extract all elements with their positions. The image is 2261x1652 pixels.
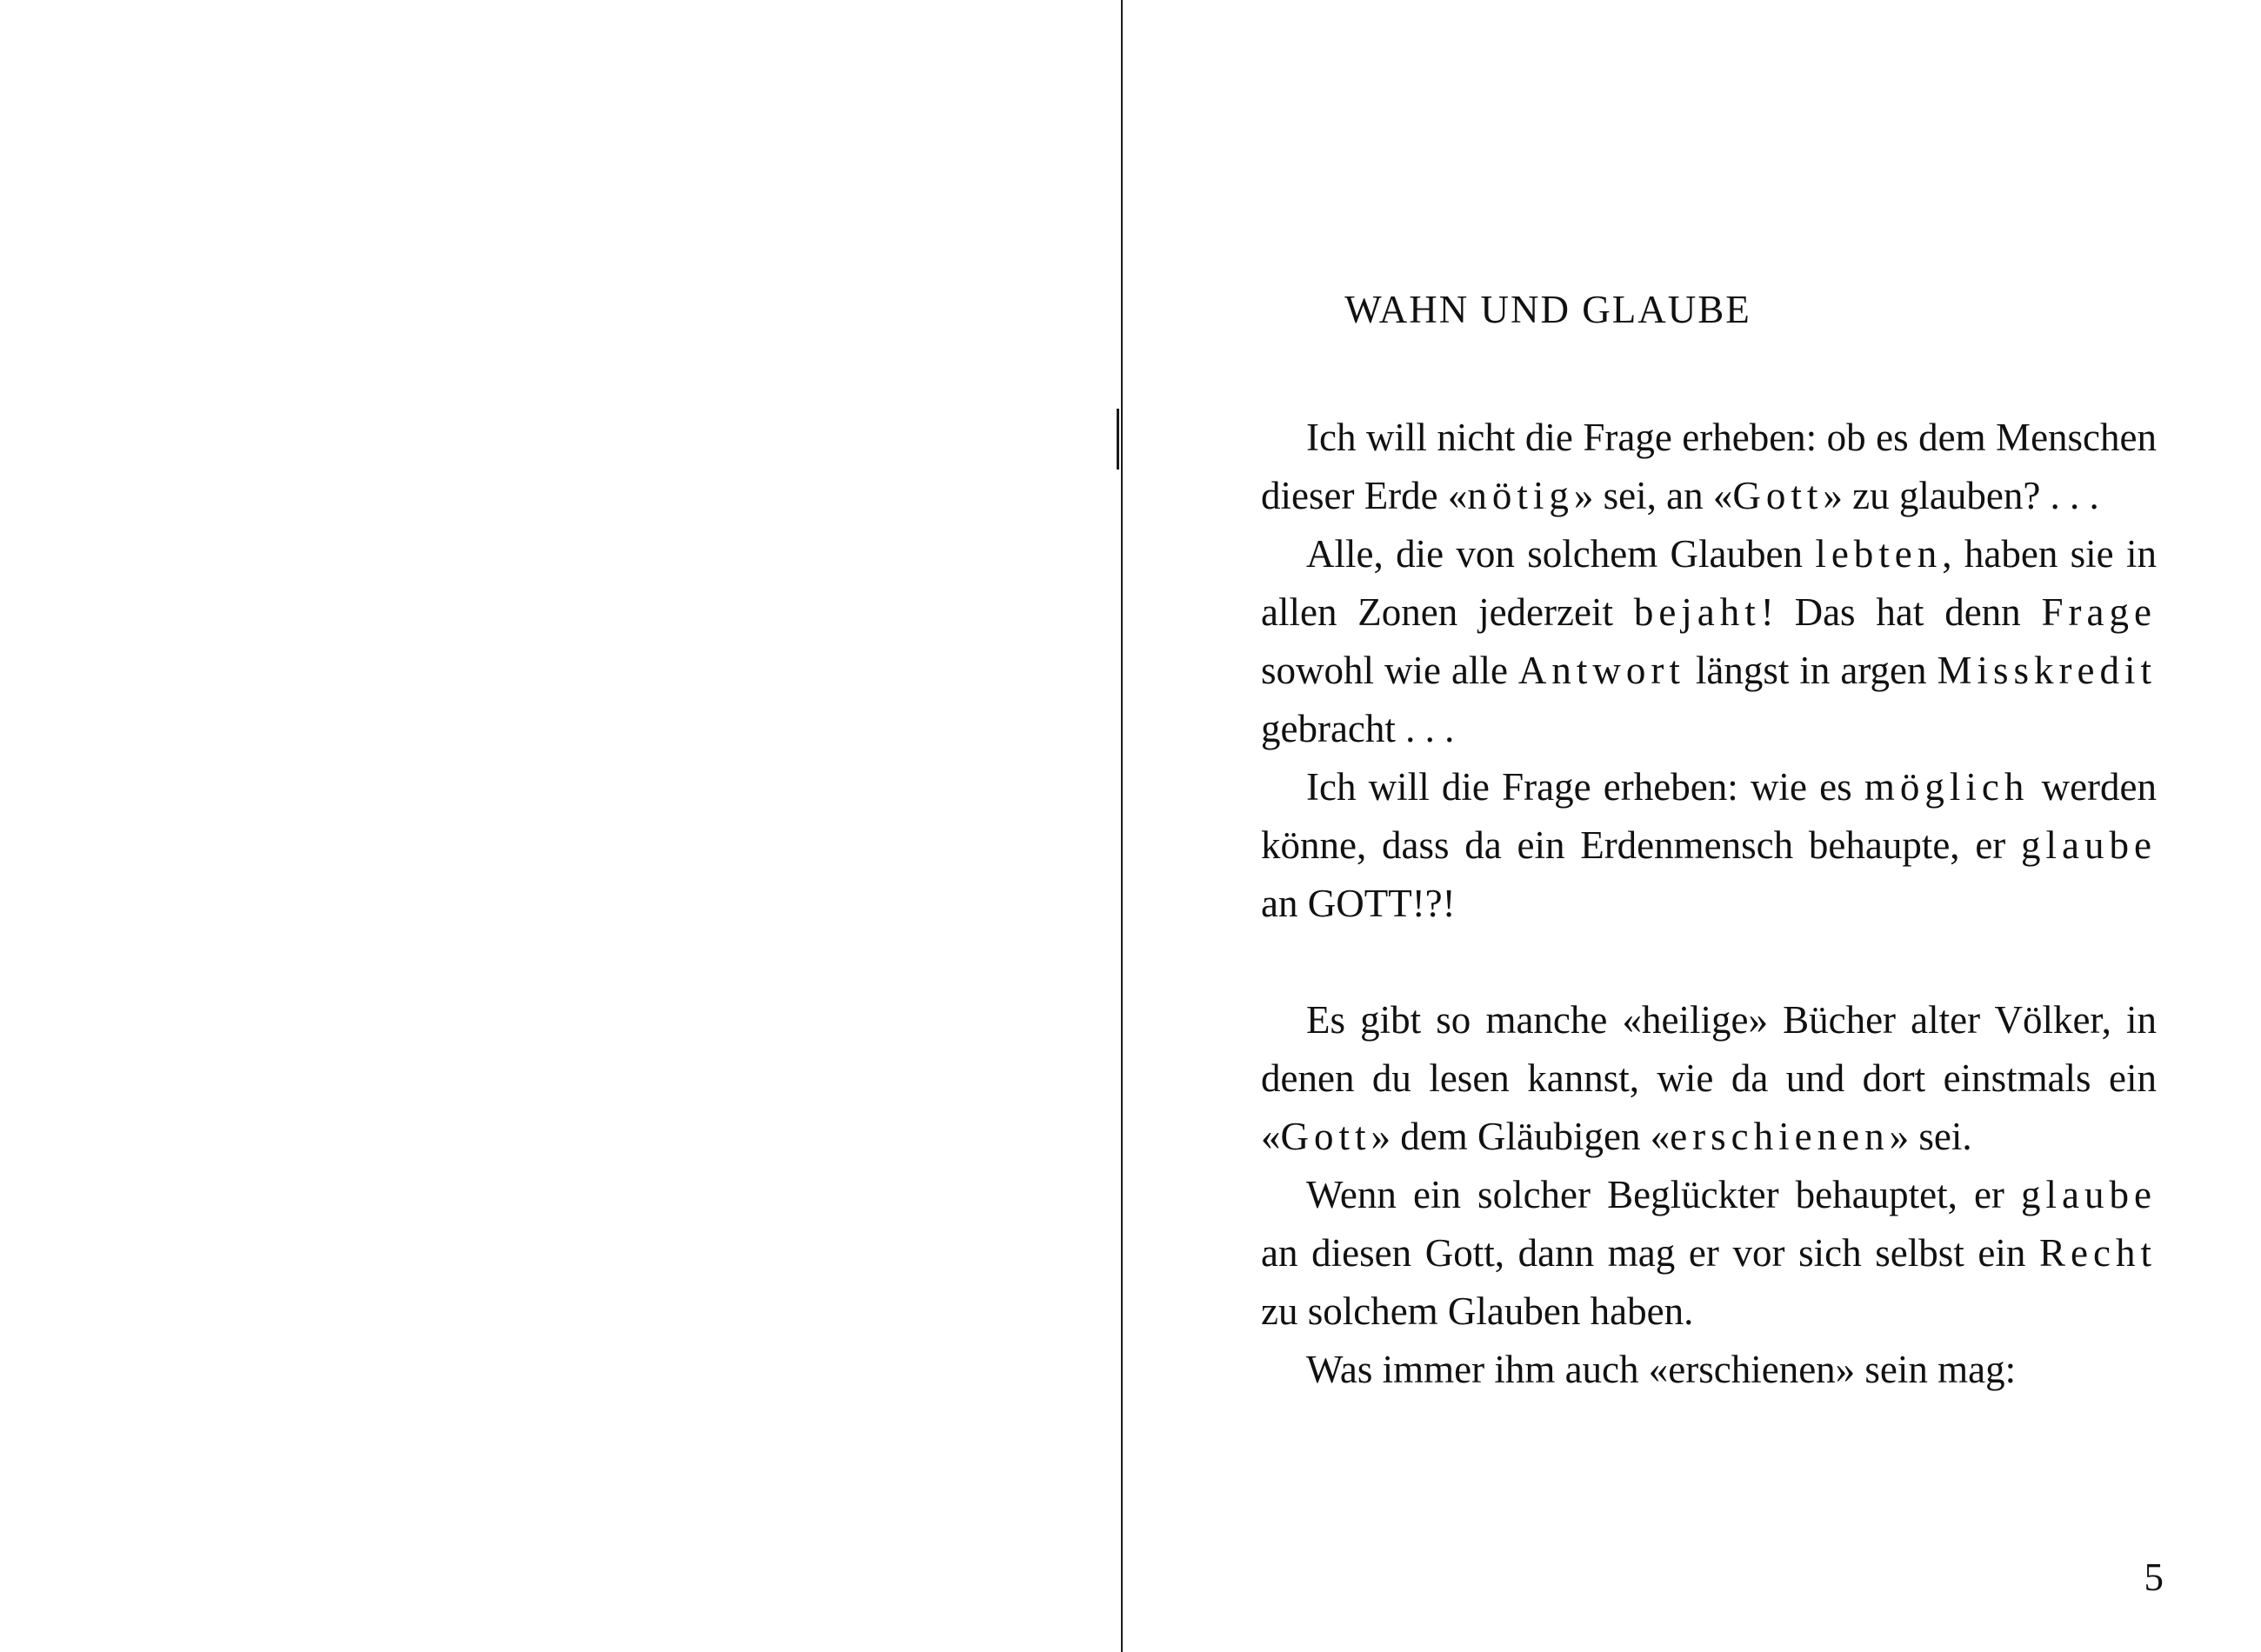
text-segment: Ich will nicht die Frage erheben: ob es dem Menschen dieser Erde « <box>1261 416 2157 517</box>
paragraph <box>1261 1341 2157 1399</box>
text-segment: Es gibt so manche «heilige» Bücher alter Völker, in denen du lesen kannst, wie da und dort einstmals ein « <box>1261 998 2157 1158</box>
paragraph <box>1261 991 2157 1166</box>
page-number: 5 <box>2144 1555 2164 1599</box>
text-segment: » dem Gläubigen « <box>1371 1115 1671 1158</box>
text-segment: an diesen Gott, dann mag er vor sich selbst ein <box>1261 1231 2040 1275</box>
emphasized-text: Antwort <box>1517 649 1685 692</box>
text-segment: an GOTT!?! <box>1261 882 1456 925</box>
text-segment: , haben sie in allen Zonen jederzeit <box>1261 532 2157 634</box>
text-segment: ! Das hat denn <box>1760 590 2042 634</box>
emphasized-text: Gott <box>1732 474 1824 517</box>
text-segment: zu solchem Glauben haben. <box>1261 1289 1694 1333</box>
emphasized-text: Gott <box>1280 1115 1371 1158</box>
text-segment: längst in argen <box>1684 649 1938 692</box>
emphasized-text: lebten <box>1815 532 1943 576</box>
emphasized-text: erschienen <box>1670 1115 1890 1158</box>
emphasized-text: Recht <box>2039 1231 2157 1275</box>
body-text <box>1261 409 2157 1399</box>
chapter-title: WAHN UND GLAUBE <box>1344 288 1751 331</box>
emphasized-text: möglich <box>1864 765 2030 809</box>
paragraph <box>1261 758 2157 933</box>
page-gutter-line <box>1121 0 1123 1652</box>
text-segment: Wenn ein solcher Beglückter behauptet, er <box>1306 1173 2022 1216</box>
emphasized-text: nötig <box>1467 474 1574 517</box>
emphasized-text: Misskredit <box>1937 649 2157 692</box>
emphasized-text: bejaht <box>1633 590 1761 634</box>
paragraph <box>1261 525 2157 758</box>
emphasized-text: glaube <box>2021 1173 2157 1216</box>
text-segment: Alle, die von solchem Glauben <box>1306 532 1816 576</box>
text-segment: Ich will die Frage erheben: wie es <box>1306 765 1864 809</box>
blank-left-page <box>0 0 1122 1652</box>
paragraph <box>1261 1166 2157 1341</box>
text-segment: werden könne, dass da ein Erdenmensch behaupte, er <box>1261 765 2157 867</box>
text-segment: Was immer ihm auch «erschienen» sein mag: <box>1306 1348 2017 1391</box>
emphasized-text: glaube <box>2021 823 2157 867</box>
text-segment: sowohl wie alle <box>1261 649 1518 692</box>
emphasized-text: Frage <box>2041 590 2157 634</box>
text-segment: » zu glauben? . . . <box>1823 474 2099 517</box>
text-segment: » sei, an « <box>1573 474 1733 517</box>
text-segment: gebracht . . . <box>1261 707 1455 750</box>
gutter-mark <box>1117 409 1119 470</box>
text-segment: » sei. <box>1889 1115 1972 1158</box>
paragraph <box>1261 409 2157 525</box>
